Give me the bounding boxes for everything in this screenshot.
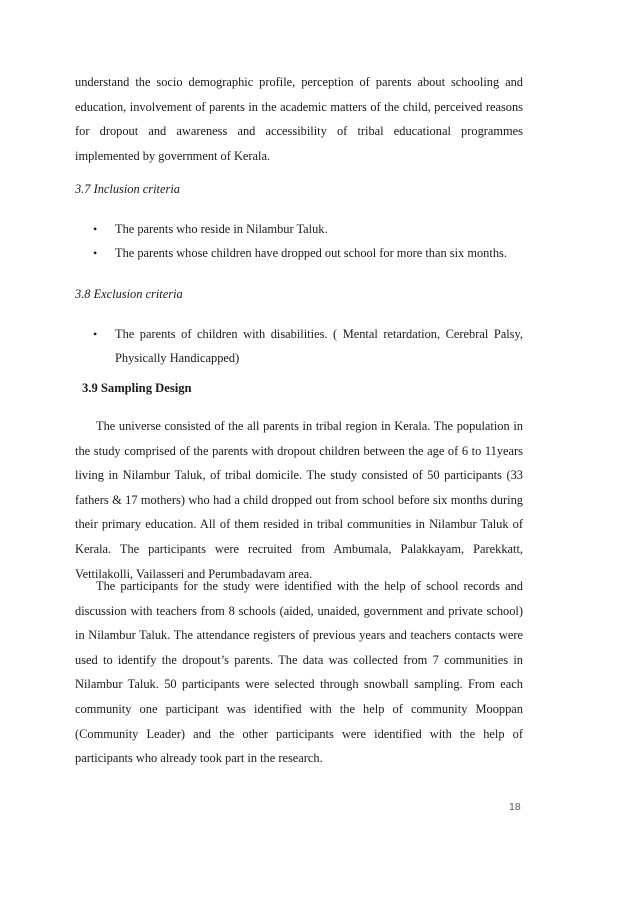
list-item-text: The parents whose children have dropped out school for more than six months. xyxy=(115,246,507,261)
bullet-icon: • xyxy=(93,222,98,236)
exclusion-heading: 3.8 Exclusion criteria xyxy=(75,287,183,301)
list-item-text: The parents of children with disabilities. ( Mental retardation, Cerebral Palsy, Physically Handicapped) xyxy=(115,327,523,366)
bullet-icon: • xyxy=(93,246,98,261)
list-item xyxy=(75,322,523,371)
list-item xyxy=(75,241,523,265)
bullet-icon: • xyxy=(93,327,98,341)
sampling-paragraph-2: The participants for the study were identified with the help of school records and discussion with teachers from 8 schools (aided, unaided, government and private school) in Nilambur Taluk. The attendance registers of previous years and teachers contacts were used to identify the dropout’s parents. The data was collected from 7 communities in Nilambur Taluk. 50 participants were selected through snowball sampling. From each community one participant was identified with the help of community Mooppan (Community Leader) and the other participants were identified with the help of participants who already took part in the research. xyxy=(75,579,523,766)
page-number: 18 xyxy=(509,801,521,813)
inclusion-list xyxy=(75,217,523,266)
exclusion-list xyxy=(75,322,523,371)
sampling-paragraph-1: The universe consisted of the all parents in tribal region in Kerala. The population in the study comprised of the parents with dropout children between the age of 6 to 11years living in Nilambur Taluk, of tribal domicile. The study consisted of 50 participants (33 fathers & 17 mothers) who had a child dropped out from school before six months during their primary education. All of them resided in tribal communities in Nilambur Taluk of Kerala. The participants were recruited from Ambumala, Palakkayam, Parekkatt, Vettilakolli, Vailasseri and Perumbadavam area. xyxy=(75,419,523,581)
list-item xyxy=(75,217,523,241)
intro-paragraph: understand the socio demographic profile, perception of parents about schooling and education, involvement of parents in the academic matters of the child, perceived reasons for dropout and awareness and accessibility of tribal educational programmes implemented by government of Kerala. xyxy=(75,75,523,163)
sampling-heading: 3.9 Sampling Design xyxy=(82,381,192,395)
inclusion-heading: 3.7 Inclusion criteria xyxy=(75,182,180,196)
list-item-text: The parents who reside in Nilambur Taluk. xyxy=(115,222,328,236)
